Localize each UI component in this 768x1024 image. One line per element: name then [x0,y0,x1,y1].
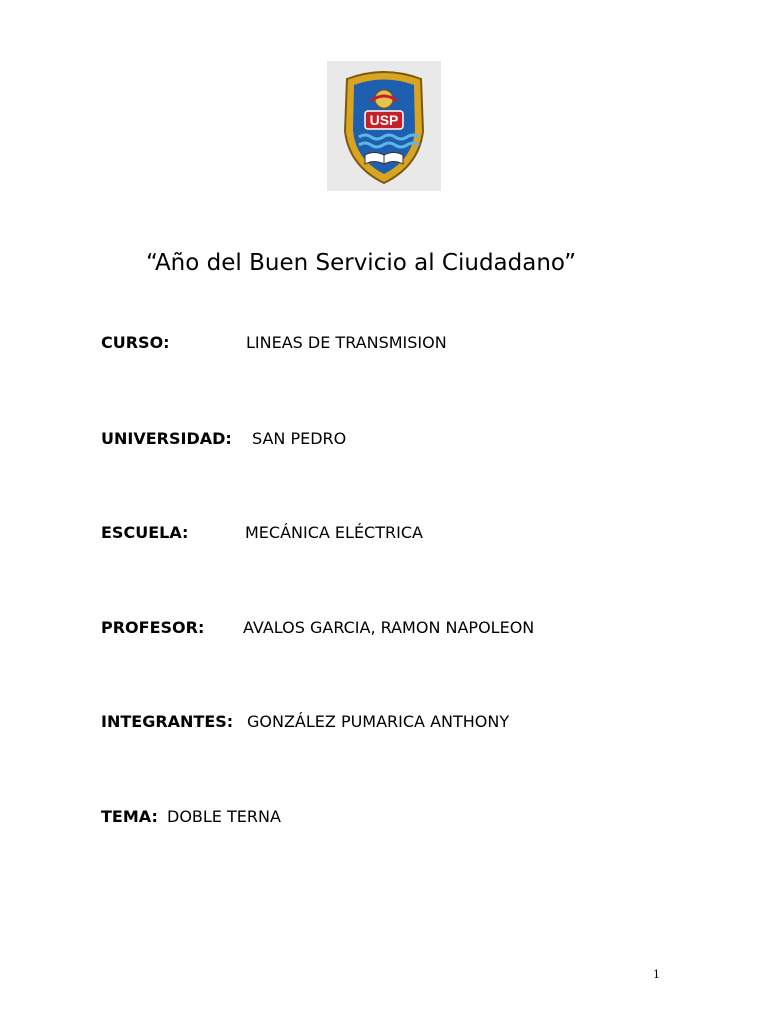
field-value: LINEAS DE TRANSMISION [246,333,447,352]
field-value: MECÁNICA ELÉCTRICA [245,523,423,542]
field-label: INTEGRANTES: [101,712,234,731]
field-label: UNIVERSIDAD: [101,429,232,448]
field-label: PROFESOR: [101,618,205,637]
field-label: TEMA: [101,807,158,826]
field-value: AVALOS GARCIA, RAMON NAPOLEON [243,618,535,637]
university-seal-icon [327,61,441,191]
university-logo [327,61,441,191]
field-value: GONZÁLEZ PUMARICA ANTHONY [247,712,510,731]
svg-text:USP: USP [369,112,399,128]
field-value: SAN PEDRO [252,429,347,448]
page-number: 1 [653,968,660,981]
document-motto: “Año del Buen Servicio al Ciudadano” [146,250,577,276]
field-label: CURSO: [101,333,170,352]
field-value: DOBLE TERNA [167,807,281,826]
field-label: ESCUELA: [101,523,189,542]
